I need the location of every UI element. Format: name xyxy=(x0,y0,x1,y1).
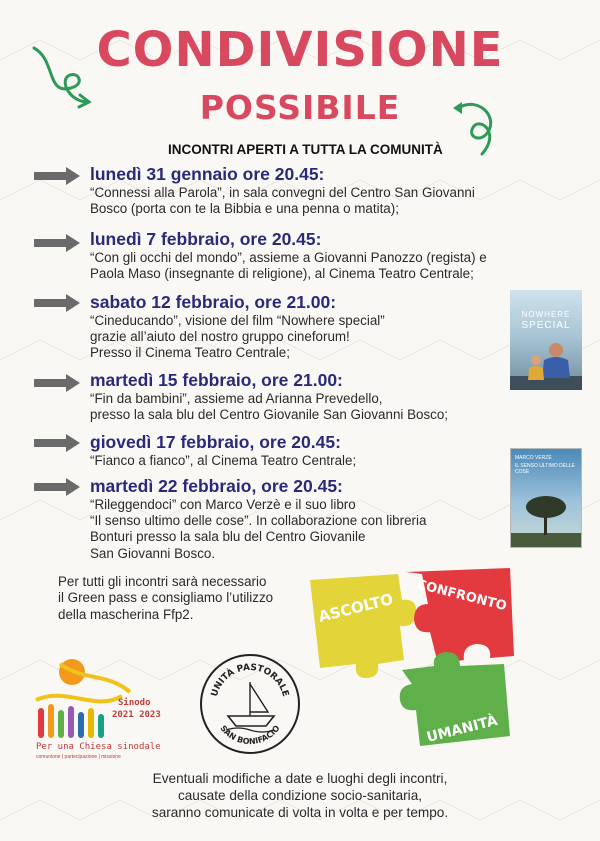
unita-top-text: UNITÀ PASTORALE xyxy=(209,662,291,698)
film-poster-title: NOWHERE xyxy=(521,310,571,319)
note-line: il Green pass e consigliamo l’utilizzo xyxy=(58,590,274,606)
sinodo-label: Sinodo xyxy=(118,698,151,708)
event-line: “Fianco a fianco”, al Cinema Teatro Centrale; xyxy=(90,453,357,468)
note-line: della mascherina Ffp2. xyxy=(58,606,194,622)
book-author: MARCO VERZÈ xyxy=(515,455,552,461)
arrow-right-icon xyxy=(32,432,82,454)
event-line: “Con gli occhi del mondo”, assieme a Giovanni Panozzo (regista) e xyxy=(90,250,487,265)
event-line: grazie all’aiuto del nostro gruppo cineforum! xyxy=(90,329,350,345)
footer-notice xyxy=(0,770,600,821)
sinodo-subcaption: comunione | partecipazione | missione xyxy=(36,754,121,760)
subtitle: INCONTRI APERTI A TUTTA LA COMUNITÀ xyxy=(168,142,443,157)
event-item xyxy=(90,292,510,362)
event-item xyxy=(90,229,510,282)
footer-line: saranno comunicate di volta in volta e per tempo. xyxy=(151,805,449,820)
event-item xyxy=(90,164,510,217)
tree-icon xyxy=(511,489,581,547)
book-title: IL SENSO ULTIMO DELLE COSE xyxy=(515,463,576,475)
event-item xyxy=(90,476,510,562)
page-title: CONDIVISIONE xyxy=(96,22,504,78)
sinodo-caption: Per una Chiesa sinodale xyxy=(36,742,161,752)
puzzle-label-1: ASCOLTO xyxy=(316,589,395,626)
event-item xyxy=(90,432,510,469)
arrow-right-icon xyxy=(32,372,82,394)
film-poster xyxy=(510,290,582,390)
event-heading: lunedì 7 febbraio, ore 20.45: xyxy=(90,229,322,249)
footer-line: causate della condizione socio-sanitaria, xyxy=(177,788,423,803)
event-line: Bonturi presso la sala blu del Centro Giovanile xyxy=(90,529,366,545)
event-line: “Fin da bambini”, assieme ad Arianna Prevedello, xyxy=(90,391,383,406)
footer-line: Eventuali modifiche a date e luoghi degli incontri, xyxy=(152,771,448,786)
curly-arrow-left-icon xyxy=(26,40,96,115)
event-line: “Rileggendoci” con Marco Verzè e il suo libro xyxy=(90,497,356,512)
film-poster-title-2: SPECIAL xyxy=(521,320,571,331)
event-line: Presso il Cinema Teatro Centrale; xyxy=(90,345,290,361)
puzzle-graphic xyxy=(298,560,538,760)
book-cover xyxy=(510,448,582,548)
event-heading: martedì 22 febbraio, ore 20.45: xyxy=(90,476,343,496)
event-line: Paola Maso (insegnante di religione), al Cinema Teatro Centrale; xyxy=(90,266,474,282)
curly-arrow-right-icon xyxy=(448,96,508,166)
event-line: “Il senso ultimo delle cose”. In collaborazione con libreria xyxy=(90,513,427,529)
event-line: “Connessi alla Parola”, in sala convegni del Centro San Giovanni xyxy=(90,185,475,200)
unita-bottom-text: SAN BONIFACIO xyxy=(218,723,282,747)
event-line: “Cineducando”, visione del film “Nowhere special” xyxy=(90,313,385,328)
sinodo-years: 2021 2023 xyxy=(112,710,161,720)
puzzle-piece-yellow xyxy=(310,574,416,678)
event-heading: martedì 15 febbraio, ore 21.00: xyxy=(90,370,343,390)
event-line: presso la sala blu del Centro Giovanile San Giovanni Bosco; xyxy=(90,407,449,423)
event-item xyxy=(90,370,510,423)
event-heading: sabato 12 febbraio, ore 21.00: xyxy=(90,292,337,312)
event-heading: lunedì 31 gennaio ore 20.45: xyxy=(90,164,325,184)
puzzle-label-3: UMANITÀ xyxy=(425,712,500,746)
page-title-line2: POSSIBILE xyxy=(199,88,401,127)
unita-pastorale-logo xyxy=(198,652,302,756)
boat-icon xyxy=(228,716,274,726)
arrow-right-icon xyxy=(32,232,82,254)
event-heading: giovedì 17 febbraio, ore 20.45: xyxy=(90,432,341,452)
arrow-right-icon xyxy=(32,165,82,187)
event-line: San Giovanni Bosco. xyxy=(90,545,216,561)
puzzle-label-2: CONFRONTO xyxy=(415,577,509,615)
event-line: Bosco (porta con te la Bibbia e una penna o matita); xyxy=(90,201,399,217)
green-pass-note xyxy=(58,574,273,623)
film-poster-figures xyxy=(510,338,582,390)
sinodo-logo xyxy=(26,652,176,764)
arrow-right-icon xyxy=(32,292,82,314)
arrow-right-icon xyxy=(32,476,82,498)
note-line: Per tutti gli incontri sarà necessario xyxy=(58,574,267,589)
